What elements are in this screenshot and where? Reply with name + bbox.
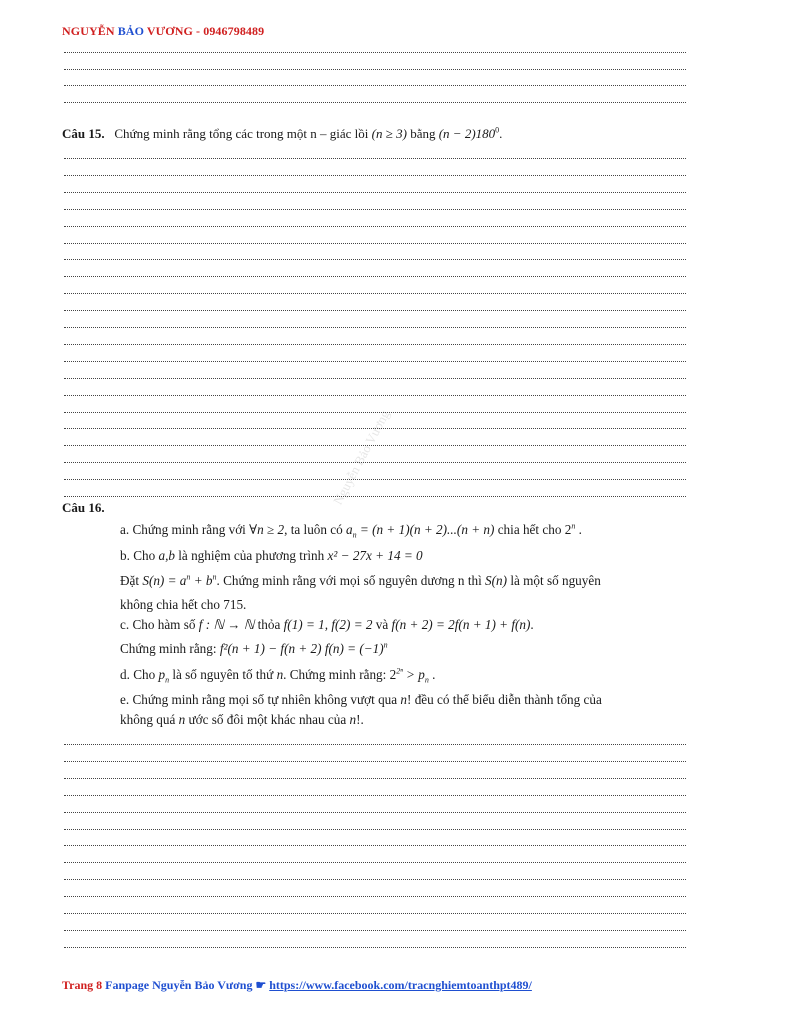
answer-line [64, 175, 686, 176]
header-name-part2: BẢO [117, 24, 147, 38]
q16-a-expr2: = (n + 1)(n + 2)...(n + n) [356, 522, 495, 537]
q16-part-b2 [120, 573, 601, 589]
q16-a-end: chia hết cho [494, 522, 565, 537]
answer-line [64, 395, 686, 396]
answer-line [64, 344, 686, 345]
answer-line [64, 209, 686, 210]
q16-c2-expr: f²(n + 1) − f(n + 2) f(n) = (−1) [219, 641, 384, 656]
q16-d-base: 2 [389, 667, 397, 682]
answer-line [64, 479, 686, 480]
question-15-degree: 0 [495, 125, 500, 135]
q16-e-mid: ! đều có thể biểu diễn thành tổng của [407, 692, 602, 707]
answer-line [64, 795, 686, 796]
answer-line [64, 102, 686, 103]
answer-line [64, 913, 686, 914]
q16-a-cond: ∀n ≥ 2 [249, 522, 285, 537]
answer-line [64, 52, 686, 53]
answer-line [64, 947, 686, 948]
answer-line [64, 829, 686, 830]
q16-part-e [120, 692, 602, 708]
q16-c-rec: f(n + 2) = 2f(n + 1) + f(n) [391, 617, 531, 632]
question-15 [62, 126, 502, 142]
q16-b2-plus: + b [190, 573, 213, 588]
answer-line [64, 930, 686, 931]
q16-a-sub: n [352, 530, 357, 540]
q16-c-vals: f(1) = 1, f(2) = 2 [283, 617, 373, 632]
q16-e-text: e. Chứng minh rằng mọi số tự nhiên không vượt qua [120, 692, 401, 707]
q16-d-exp: 2ⁿ [396, 666, 403, 676]
answer-line [64, 896, 686, 897]
answer-line [64, 243, 686, 244]
q16-d-text: d. Cho [120, 667, 159, 682]
q16-e2-end: !. [356, 712, 364, 727]
q16-b2-exp2: n [212, 572, 217, 582]
answer-line [64, 192, 686, 193]
question-15-condition: (n ≥ 3) [371, 126, 407, 141]
q16-a-mid: , ta luôn có [284, 522, 347, 537]
watermark: Nguyễn Bảo Vương [330, 407, 393, 508]
q16-part-a [120, 522, 582, 538]
q16-part-d [120, 667, 435, 683]
q16-a-expr: a [346, 522, 353, 537]
answer-line [64, 862, 686, 863]
header-name-part1: NGUYỄN [62, 24, 118, 38]
q16-c2-text: Chứng minh rằng: [120, 641, 220, 656]
q16-d-n: n [276, 667, 284, 682]
q16-part-c2 [120, 641, 388, 657]
q16-c-mid: thỏa [254, 617, 284, 632]
question-16-label: Câu 16. [62, 500, 105, 515]
q16-part-c [120, 617, 534, 633]
question-16 [62, 500, 105, 516]
q16-a-pow-base: 2 [564, 522, 572, 537]
answer-line [64, 812, 686, 813]
answer-line [64, 69, 686, 70]
q16-b-text: b. Cho [120, 548, 159, 563]
q16-e2-mid: ước số đôi một khác nhau của [185, 712, 350, 727]
q16-c2-exp: n [383, 640, 388, 650]
q16-b2-end: là một số nguyên [507, 573, 601, 588]
q16-c-text: c. Cho hàm số [120, 617, 199, 632]
answer-line [64, 496, 686, 497]
q16-e-n: n [400, 692, 408, 707]
answer-line [64, 327, 686, 328]
pointing-hand-icon: ☛ [255, 978, 267, 992]
q16-c-and: và [372, 617, 392, 632]
answer-line [64, 361, 686, 362]
q16-d-end: . [428, 667, 436, 682]
q16-d-mid2: . Chứng minh rằng: [283, 667, 390, 682]
question-15-text-mid: bằng [406, 126, 439, 141]
q16-b-mid: là nghiệm của phương trình [174, 548, 328, 563]
q16-b-vars: a,b [158, 548, 175, 563]
question-15-expr: (n − 2)180 [438, 126, 496, 141]
q16-b2-expr: S(n) = a [142, 573, 187, 588]
answer-line [64, 778, 686, 779]
q16-part-b [120, 548, 423, 564]
q16-e2-n2: n [349, 712, 357, 727]
q16-a-pow-exp: n [571, 521, 576, 531]
answer-line [64, 462, 686, 463]
answer-line [64, 85, 686, 86]
answer-line [64, 259, 686, 260]
q16-part-e2 [120, 712, 364, 728]
q16-e2-n: n [178, 712, 186, 727]
header-name-part3: VƯƠNG - 0946798489 [146, 24, 265, 38]
q16-d-mid: là số nguyên tố thứ [169, 667, 277, 682]
q16-b3-text: không chia hết cho 715. [120, 597, 247, 612]
answer-line [64, 158, 686, 159]
q16-c-end: . [530, 617, 534, 632]
page-footer [62, 978, 532, 993]
answer-line [64, 293, 686, 294]
answer-line [64, 879, 686, 880]
q16-d-p: p [158, 667, 166, 682]
answer-line [64, 378, 686, 379]
question-15-end: . [499, 126, 503, 141]
answer-line [64, 761, 686, 762]
q16-d-sub2: n [424, 675, 429, 685]
q16-b2-exp1: n [186, 572, 191, 582]
q16-b2-sn: S(n) [485, 573, 508, 588]
page-header [62, 24, 264, 39]
q16-a-dot: . [575, 522, 582, 537]
footer-page-number: Trang 8 [62, 978, 103, 992]
q16-c-func: f : ℕ → ℕ [198, 617, 255, 632]
q16-b-eq: x² − 27x + 14 = 0 [327, 548, 423, 563]
footer-link[interactable]: https://www.facebook.com/tracnghiemtoanthpt489/ [269, 978, 532, 992]
q16-a-text: a. Chứng minh rằng với [120, 522, 250, 537]
answer-line [64, 226, 686, 227]
q16-part-b3 [120, 597, 246, 613]
q16-b2-text: Đặt [120, 573, 143, 588]
question-15-label: Câu 15. [62, 126, 105, 141]
answer-line [64, 310, 686, 311]
answer-line [64, 845, 686, 846]
q16-d-gt: > p [402, 667, 425, 682]
answer-line [64, 428, 686, 429]
footer-fanpage: Fanpage Nguyễn Bảo Vương [102, 978, 256, 992]
q16-b2-mid: . Chứng minh rằng với mọi số nguyên dương n thì [216, 573, 486, 588]
answer-line [64, 412, 686, 413]
q16-e2-text: không quá [120, 712, 179, 727]
answer-line [64, 276, 686, 277]
question-15-text: Chứng minh rằng tổng các trong một n – giác lồi [114, 126, 372, 141]
answer-line [64, 445, 686, 446]
q16-d-sub: n [165, 675, 170, 685]
answer-line [64, 744, 686, 745]
